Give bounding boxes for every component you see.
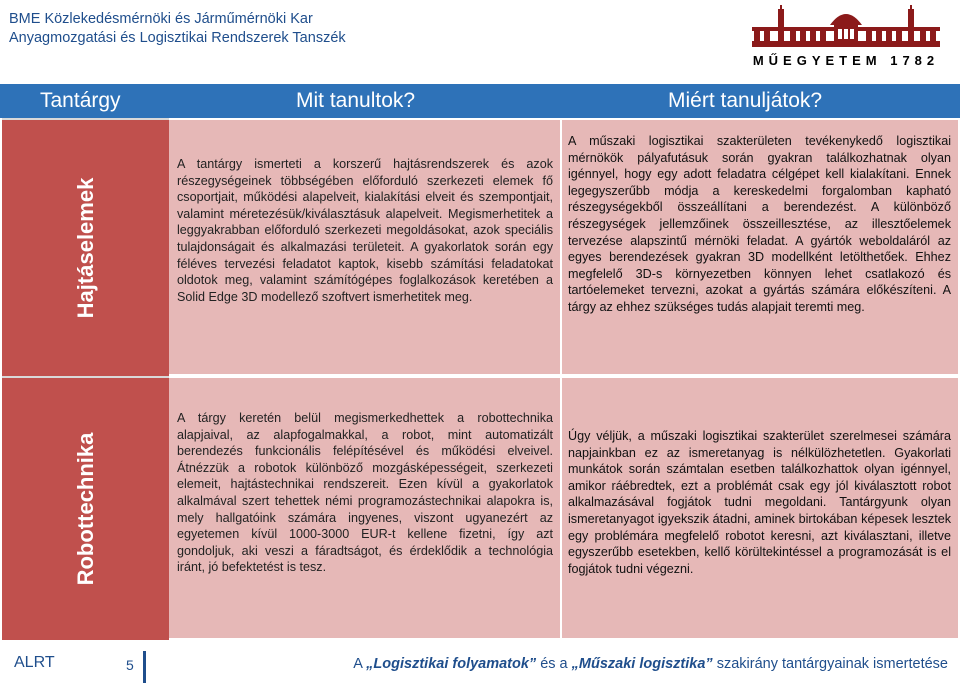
footer-caption [353, 656, 948, 672]
row-label: Robottechnika [72, 432, 98, 586]
column-header-what: Mit tanultok? [296, 89, 416, 112]
faculty-name: BME Közlekedésmérnöki és Járműmérnöki Kar [9, 11, 313, 27]
logo-lettering: MŰEGYETEM 1782 [752, 53, 940, 68]
row-label-cell [2, 376, 169, 640]
why-text: A műszaki logisztikai szakterületen tevékenykedő logisztikai mérnökök pályafutásuk során gyakran találkozhatnak olyan igénnyel, hogy egy adott feladatra célgépet kell kialakítani. Ennek legegyszerűbb módja a kereskedelmi forgalomban kapható részegységekből összeállítani a berendezést. A különböző részegységek jellemzőinek összeillesztése, az illesztőelemek tervezése alapszintű mérnöki feladat. A gyártók weboldaláról az egyes berendezések gyakran 3D modellként letölthetőek. Ehhez megfelelő 3D-s környezetben könnyen lehet csatlakozó és tartóelemeket tervezni, azokat a gyártás számára előkészíteni. A tárgy az ehhez szükséges tudás alapjait teremti meg. [568, 134, 951, 314]
footer-caption-pre: A [353, 656, 367, 672]
why-cell [562, 378, 958, 638]
row-label-cell [2, 118, 169, 376]
column-header-why: Miért tanuljátok? [668, 89, 823, 112]
what-text: A tantárgy ismerteti a korszerű hajtásrendszerek és azok részegységeinek többségében előforduló szerkezeti elemek fő csoportjait, működési alapelveit, kialakítási elveit és szempontjait, valamint méretezésük/kiválasztásuk alapelveit. Megismerhetitek a leggyakrabban előforduló szerkezeti megoldásokat, azok speciális tulajdonságait és alkalmazási területeit. A gyakorlatok során egy féléves tervezési feladatot kaptok, kisebb számítási feladatokat oldotok meg, valamint számítógépes foglalkozások keretében a Solid Edge 3D modellező szoftvert ismerhetitek meg. [177, 157, 553, 304]
footer-caption-mid: és a [536, 656, 572, 672]
what-cell [169, 378, 560, 638]
column-header-subject: Tantárgy [40, 89, 121, 112]
department-name: Anyagmozgatási és Logisztikai Rendszerek Tanszék [9, 30, 346, 46]
footer-caption-q1: „Logisztikai folyamatok” [366, 656, 537, 672]
why-text: Úgy véljük, a műszaki logisztikai szakterület szerelmesei számára napjainkban ez az ismeretanyag is nélkülözhetetlen. Gyakorlati munkátok során számtalan esetben találkozhattok olyan igénnyel, amikor ráébredtek, ezt a problémát csak egy jól kiválasztott robot alkalmazásával fogjátok tudni megoldani. Tantárgyunk olyan ismeretanyagot igyekszik átadni, aminek birtokában képesek lesztek egy problémára megfelelő robotot keresni, azt kiválasztani, illetve egyszerűbb esetekben, kellő körültekintéssel a programozását is el fogjátok tudni végezni. [568, 429, 951, 576]
footer-caption-post: szakirány tantárgyainak ismertetése [712, 656, 948, 672]
column-header-bar [0, 84, 960, 118]
page-number: 5 [126, 657, 134, 673]
what-cell [169, 120, 560, 374]
department-header [9, 10, 346, 48]
what-text: A tárgy keretén belül megismerkedhettek a robottechnika alapjaival, az alapfogalmakkal, a robot, mint automatizált berendezés funkcionális felépítésével és működési elveivel. Átnézzük a robotok különböző mozgásképességeit, szerkezeti elemeit, hajtástechnikai rendszereit. Ezen kívül a gyakorlatok alkalmával szert tehettek némi programozástechnikai alapokra is, mely hallgatóink számára ingyenes, viszont ugyanezért az egyetemen kívül 1000-3000 EUR-t kellene fizetni, így azt gondoljuk, aki veszi a fáradtságot, és érdeklődik a technológia iránt, jó befektetést is tesz. [177, 411, 553, 575]
row-label: Hajtáselemek [72, 177, 98, 319]
footer-abbrev: ALRT [14, 654, 55, 671]
muegyetem-logo [744, 5, 948, 81]
footer-caption-q2: „Műszaki logisztika” [571, 656, 713, 672]
footer-divider [143, 651, 146, 683]
why-cell [562, 120, 958, 374]
